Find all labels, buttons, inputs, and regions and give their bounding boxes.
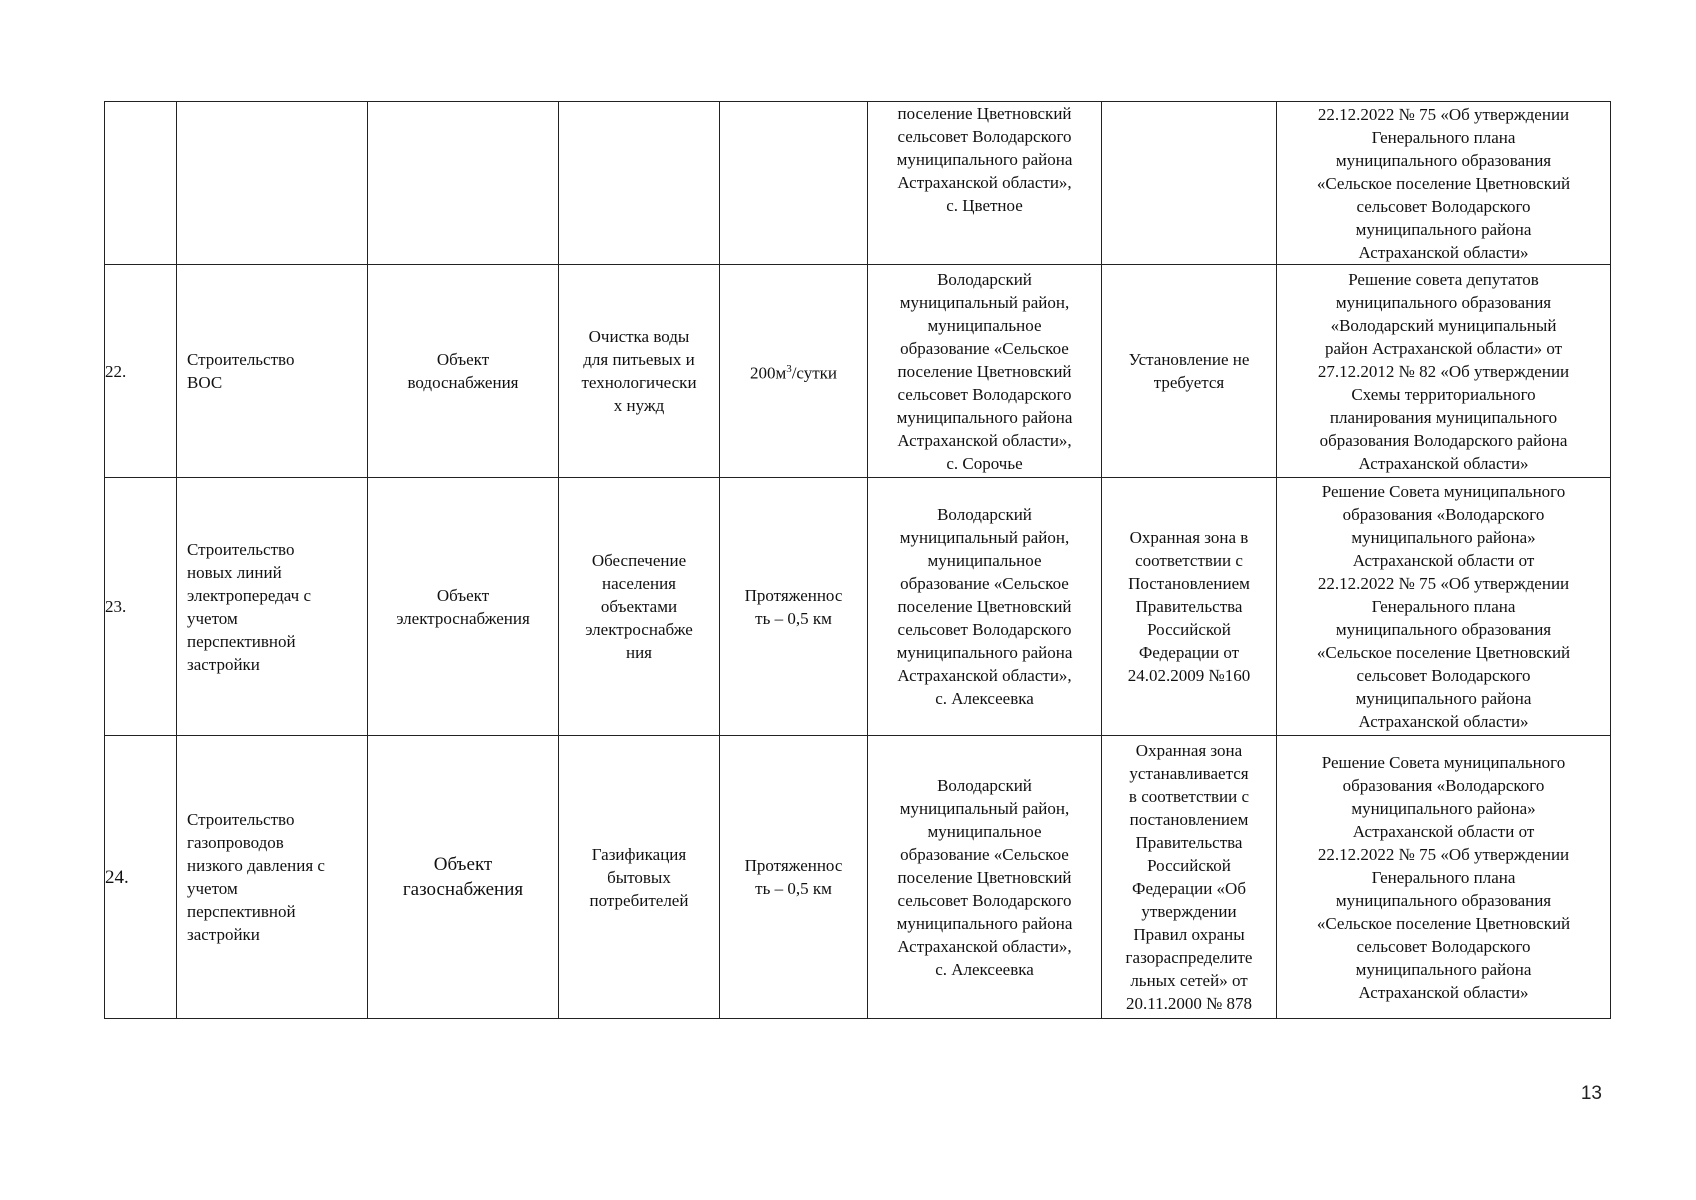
capacity-cell [720, 102, 868, 265]
basis-cell: Решение Совета муниципального образования «Володарского муниципального района» Астраханской области от 22.12.2022 № 75 «Об утверждении Генерального плана муниципального образования «Сельское поселение Цветновский сельсовет Володарского муниципального района Астраханской области» [1277, 478, 1611, 736]
table-row [105, 736, 1611, 1019]
purpose-cell: Газификация бытовых потребителей [559, 736, 720, 1019]
table-row [105, 478, 1611, 736]
zone-cell: Установление не требуется [1102, 265, 1277, 478]
basis-cell: Решение совета депутатов муниципального образования «Володарский муниципальный район Астраханской области» от 27.12.2012 № 82 «Об утверждении Схемы территориального планирования муниципального образования Володарского района Астраханской области» [1277, 265, 1611, 478]
object-type-cell [368, 102, 559, 265]
capacity-exponent: 3 [786, 362, 792, 375]
table-row [105, 102, 1611, 265]
zone-cell: Охранная зона в соответствии с Постановлением Правительства Российской Федерации от 24.02.2009 №160 [1102, 478, 1277, 736]
row-number-cell: 23. [105, 478, 177, 736]
location-cell: Володарский муниципальный район, муниципальное образование «Сельское поселение Цветновский сельсовет Володарского муниципального района Астраханской области», с. Сорочье [868, 265, 1102, 478]
capacity-cell [720, 265, 868, 478]
purpose-cell: Очистка воды для питьевых и технологически х нужд [559, 265, 720, 478]
basis-cell: 22.12.2022 № 75 «Об утверждении Генерального плана муниципального образования «Сельское поселение Цветновский сельсовет Володарского муниципального района Астраханской области» [1277, 102, 1611, 265]
object-name-cell: Строительство газопроводов низкого давления с учетом перспективной застройки [177, 736, 368, 1019]
row-number-cell: 24. [105, 736, 177, 1019]
page-number: 13 [1580, 1083, 1602, 1104]
row-number-cell [105, 102, 177, 265]
capacity-value: 200м [749, 363, 787, 383]
object-name-cell: Строительство новых линий электропередач с учетом перспективной застройки [177, 478, 368, 736]
location-cell: Володарский муниципальный район, муниципальное образование «Сельское поселение Цветновский сельсовет Володарского муниципального района Астраханской области», с. Алексеевка [868, 478, 1102, 736]
location-cell: поселение Цветновский сельсовет Володарского муниципального района Астраханской области», с. Цветное [868, 102, 1102, 265]
zone-cell: Охранная зона устанавливается в соответствии с постановлением Правительства Российской Федерации «Об утверждении Правил охраны газораспределите льных сетей» от 20.11.2000 № 878 [1102, 736, 1277, 1019]
row-number-cell: 22. [105, 265, 177, 478]
purpose-cell [559, 102, 720, 265]
object-type-cell: Объект водоснабжения [368, 265, 559, 478]
purpose-cell: Обеспечение населения объектами электроснабже ния [559, 478, 720, 736]
capacity-cell: Протяженнос ть – 0,5 км [720, 478, 868, 736]
capacity-cell: Протяженнос ть – 0,5 км [720, 736, 868, 1019]
basis-cell: Решение Совета муниципального образования «Володарского муниципального района» Астраханской области от 22.12.2022 № 75 «Об утверждении Генерального плана муниципального образования «Сельское поселение Цветновский сельсовет Володарского муниципального района Астраханской области» [1277, 736, 1611, 1019]
object-type-cell: Объект электроснабжения [368, 478, 559, 736]
object-name-cell: Строительство ВОС [177, 265, 368, 478]
capacity-unit: /сутки [791, 363, 838, 383]
objects-table [104, 101, 1611, 1019]
object-type-cell: Объект газоснабжения [368, 736, 559, 1019]
table-row [105, 265, 1611, 478]
location-cell: Володарский муниципальный район, муниципальное образование «Сельское поселение Цветновский сельсовет Володарского муниципального района Астраханской области», с. Алексеевка [868, 736, 1102, 1019]
object-name-cell [177, 102, 368, 265]
zone-cell [1102, 102, 1277, 265]
